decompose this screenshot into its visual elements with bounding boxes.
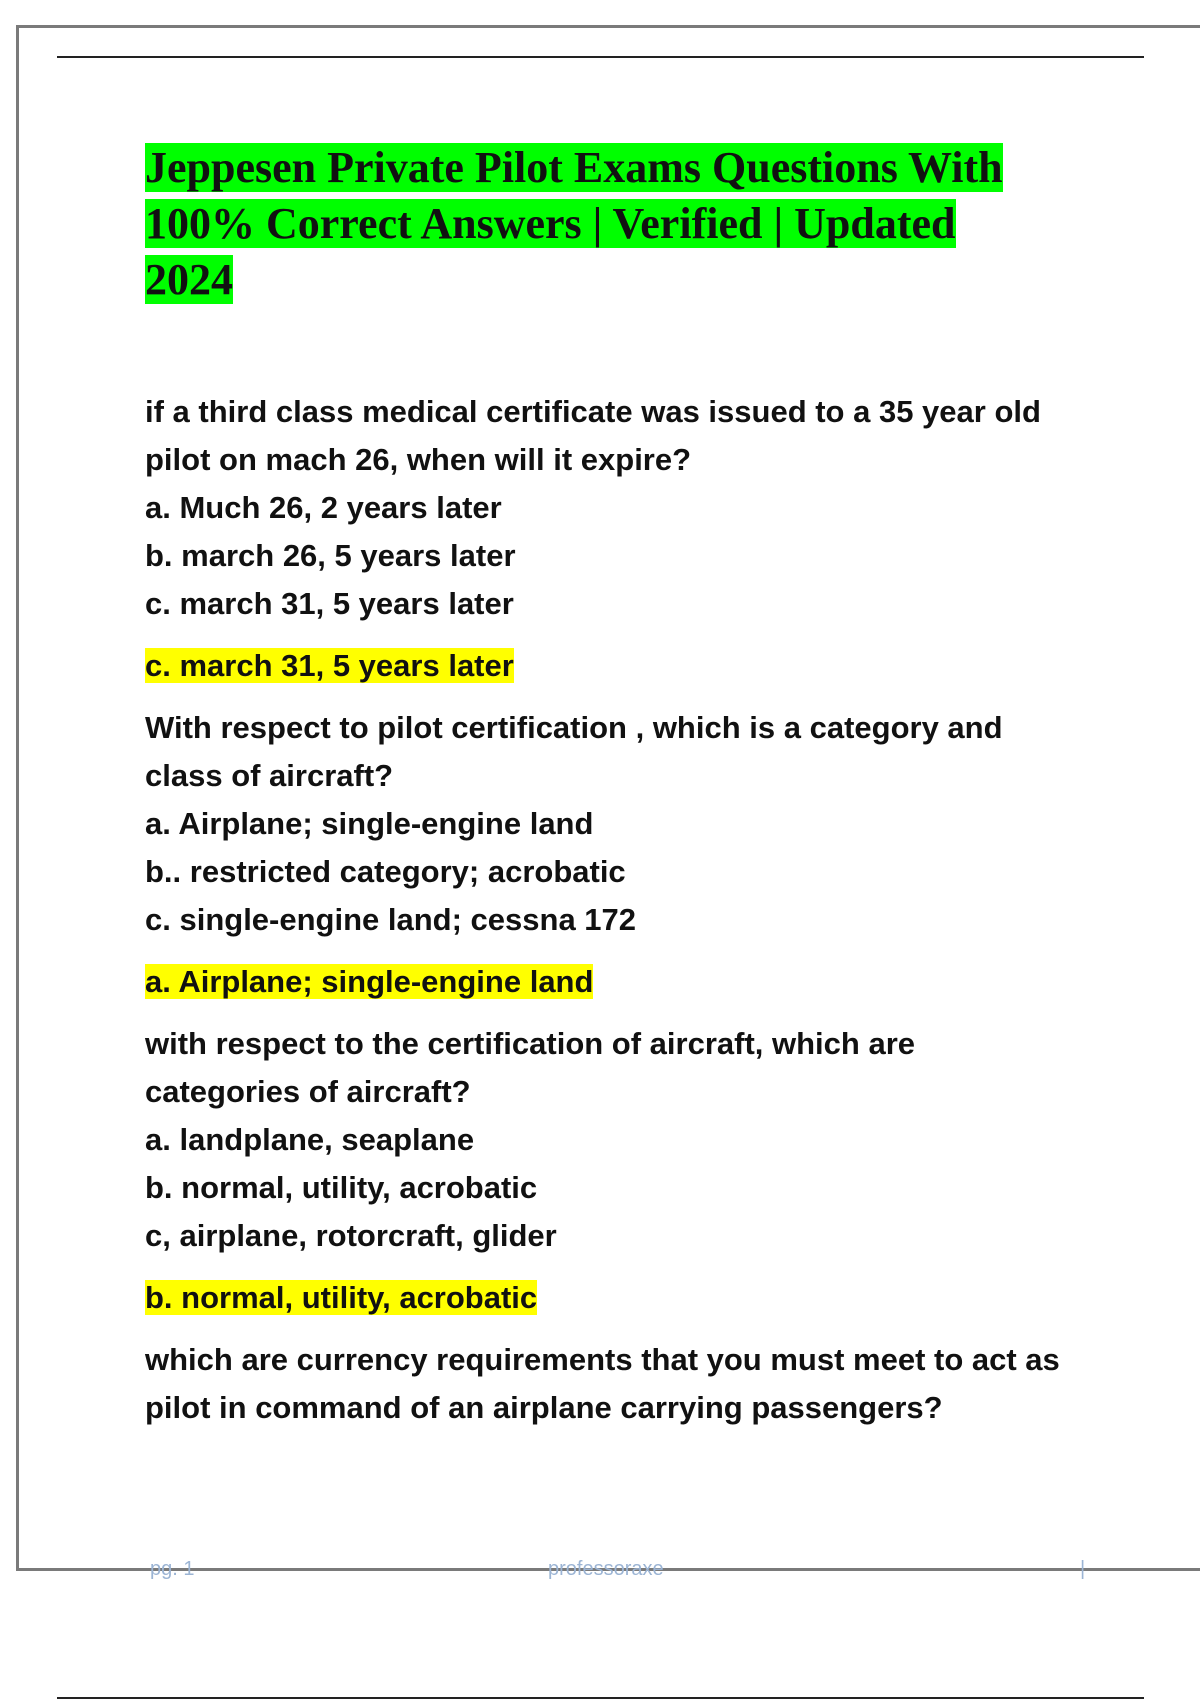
question-line: with respect to the certification of aircraft, which are — [145, 1026, 916, 1061]
qa-item-3 — [145, 1020, 1105, 1322]
answer-1 — [145, 642, 1105, 690]
option-c: c. march 31, 5 years later — [145, 586, 514, 621]
next-page-header-rule — [57, 1697, 1144, 1699]
answer-2 — [145, 958, 1105, 1006]
qa-item-4 — [145, 1336, 1105, 1432]
footer-page-number: pg. 1 — [150, 1558, 195, 1580]
page-footer — [0, 1558, 1200, 1588]
option-a: a. landplane, seaplane — [145, 1122, 475, 1157]
title-line-2: 100% Correct Answers | Verified | Updated — [145, 199, 956, 248]
qa-item-2 — [145, 704, 1105, 1006]
footer-watermark-text: professoraxe — [548, 1558, 664, 1580]
answer-3 — [145, 1274, 1105, 1322]
question-line: pilot in command of an airplane carrying passengers? — [145, 1390, 943, 1425]
question-2 — [145, 704, 1105, 800]
option-b: b.. restricted category; acrobatic — [145, 854, 626, 889]
question-3 — [145, 1020, 1105, 1116]
title-line-1: Jeppesen Private Pilot Exams Questions With — [145, 143, 1003, 192]
question-1 — [145, 388, 1105, 484]
question-line: categories of aircraft? — [145, 1074, 471, 1109]
footer-separator: | — [1080, 1558, 1086, 1580]
answer-highlight: b. normal, utility, acrobatic — [145, 1280, 538, 1315]
option-b: b. march 26, 5 years later — [145, 538, 516, 573]
answer-highlight: a. Airplane; single-engine land — [145, 964, 594, 999]
question-line: class of aircraft? — [145, 758, 394, 793]
header-rule — [57, 56, 1144, 58]
question-4 — [145, 1336, 1105, 1432]
question-line: which are currency requirements that you must meet to act as — [145, 1342, 1060, 1377]
answer-highlight: c. march 31, 5 years later — [145, 648, 514, 683]
qa-item-1 — [145, 388, 1105, 690]
document-body — [145, 140, 1105, 1432]
option-c: c. single-engine land; cessna 172 — [145, 902, 637, 937]
title-line-3: 2024 — [145, 255, 233, 304]
question-line: With respect to pilot certification , which is a category and — [145, 710, 1003, 745]
option-b: b. normal, utility, acrobatic — [145, 1170, 538, 1205]
option-c: c, airplane, rotorcraft, glider — [145, 1218, 557, 1253]
document-title — [145, 140, 1105, 308]
qa-list — [145, 388, 1105, 1432]
question-line: pilot on mach 26, when will it expire? — [145, 442, 692, 477]
option-a: a. Much 26, 2 years later — [145, 490, 502, 525]
question-line: if a third class medical certificate was issued to a 35 year old — [145, 394, 1041, 429]
option-a: a. Airplane; single-engine land — [145, 806, 594, 841]
